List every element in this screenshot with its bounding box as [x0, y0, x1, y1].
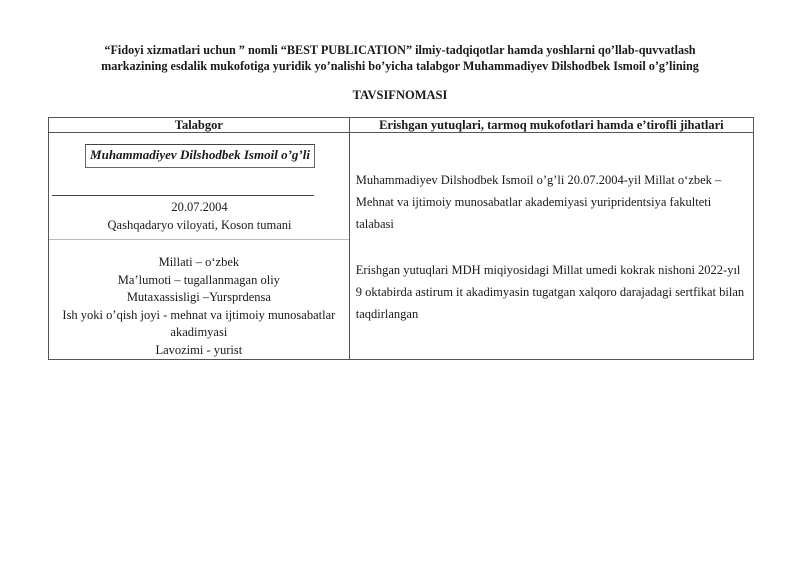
- applicant-name: Muhammadiyev Dilshodbek Ismoil o’g’li: [85, 144, 315, 168]
- applicant-details: [49, 240, 349, 359]
- applicant-region: Qashqadaryo viloyati, Koson tumani: [107, 218, 292, 232]
- tavsifnoma-table: [48, 117, 754, 360]
- document-header: [60, 42, 740, 74]
- detail-workplace: Ish yoki o’qish joyi - mehnat va ijtimoiy munosabatlar: [62, 307, 336, 322]
- header-line-1: “Fidoyi xizmatlari uchun ” nomli “BEST PUBLICATION” ilmiy-tadqiqotlar hamda yoshlarni qo’llab-quvvatlash: [104, 43, 696, 57]
- applicant-identity-block: [49, 133, 349, 240]
- column-header-applicant: Talabgor: [49, 118, 350, 133]
- achievements-cell: [349, 133, 753, 360]
- detail-workplace-cont: akadimyasi: [170, 325, 228, 339]
- column-header-achievements: Erishgan yutuqlari, tarmoq mukofotlari hamda e’tirofli jihatlari: [349, 118, 753, 133]
- detail-nationality: Millati – o‘zbek: [158, 255, 240, 269]
- table-row: [49, 133, 754, 360]
- achievements-paragraph-1: Muhammadiyev Dilshodbek Ismoil o’g’li 20.07.2004-yil Millat o‘zbek – Mehnat va ijtimoiy munosabatlar akademiyasi yuripridentsiya fakulteti talabasi: [355, 173, 722, 231]
- name-underline: [52, 195, 314, 196]
- header-line-2: markazining esdalik mukofotiga yuridik yo’nalishi bo’yicha talabgor Muhammadiyev Dilshodbek Ismoil o’g’lining: [101, 59, 699, 73]
- detail-position: Lavozimi - yurist: [155, 342, 243, 357]
- document-title: TAVSIFNOMASI: [352, 88, 448, 102]
- applicant-cell: [49, 133, 350, 360]
- applicant-birth-date: 20.07.2004: [171, 200, 228, 214]
- detail-specialty: Mutaxassisligi –Yursprdensa: [126, 290, 271, 304]
- detail-education: Ma’lumoti – tugallanmagan oliy: [117, 272, 280, 287]
- achievements-paragraph-2: Erishgan yutuqlari MDH miqiyosidagi Millat umedi kokrak nishoni 2022-yıl 9 oktabirda astirum it akadimyasin tugatgan xalqoro darajadagi sertfikat bilan taqdirlangan: [355, 263, 745, 321]
- table-header-row: [49, 118, 754, 133]
